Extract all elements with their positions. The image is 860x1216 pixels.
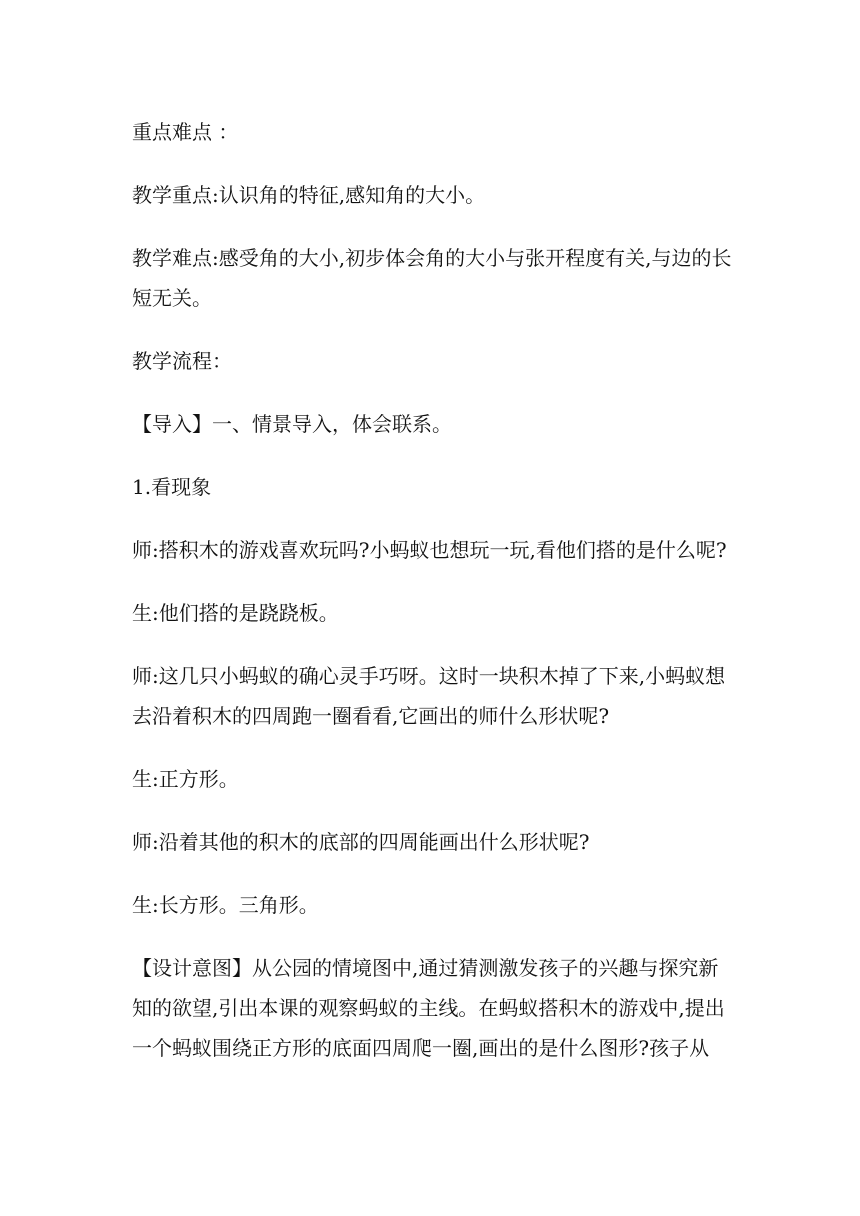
teacher-line-1: 师:搭积木的游戏喜欢玩吗?小蚂蚁也想玩一玩,看他们搭的是什么呢? xyxy=(132,538,727,562)
teacher-line-2: 师:这几只小蚂蚁的确心灵手巧呀。这时一块积木掉了下来,小蚂蚁想去沿着积木的四周跑一圈看看,它画出的师什么形状呢? xyxy=(132,664,726,728)
intro-section-heading: 【导入】一、情景导入，体会联系。 xyxy=(132,412,452,436)
teaching-difficulty: 教学难点:感受角的大小,初步体会角的大小与张开程度有关,与边的长短无关。 xyxy=(132,246,732,310)
key-difficult-points-heading: 重点难点 ： xyxy=(132,120,239,144)
teacher-line-3: 师:沿着其他的积木的底部的四周能画出什么形状呢? xyxy=(132,830,590,854)
step-observe-phenomenon: 1.看现象 xyxy=(132,475,212,499)
design-intent-paragraph: 【设计意图】从公园的情境图中,通过猜测激发孩子的兴趣与探究新知的欲望,引出本课的观察蚂蚁的主线。在蚂蚁搭积木的游戏中,提出一个蚂蚁围绕正方形的底面四周爬一圈,画出的是什么图形?孩子从 xyxy=(132,956,725,1060)
teaching-key-point: 教学重点:认识角的特征,感知角的大小。 xyxy=(132,183,486,207)
student-line-1: 生:他们搭的是跷跷板。 xyxy=(132,601,339,625)
student-line-3: 生:长方形。三角形。 xyxy=(132,893,319,917)
teaching-process-heading: 教学流程： xyxy=(132,349,232,373)
document-body xyxy=(132,112,732,1091)
student-line-2: 生:正方形。 xyxy=(132,767,239,791)
